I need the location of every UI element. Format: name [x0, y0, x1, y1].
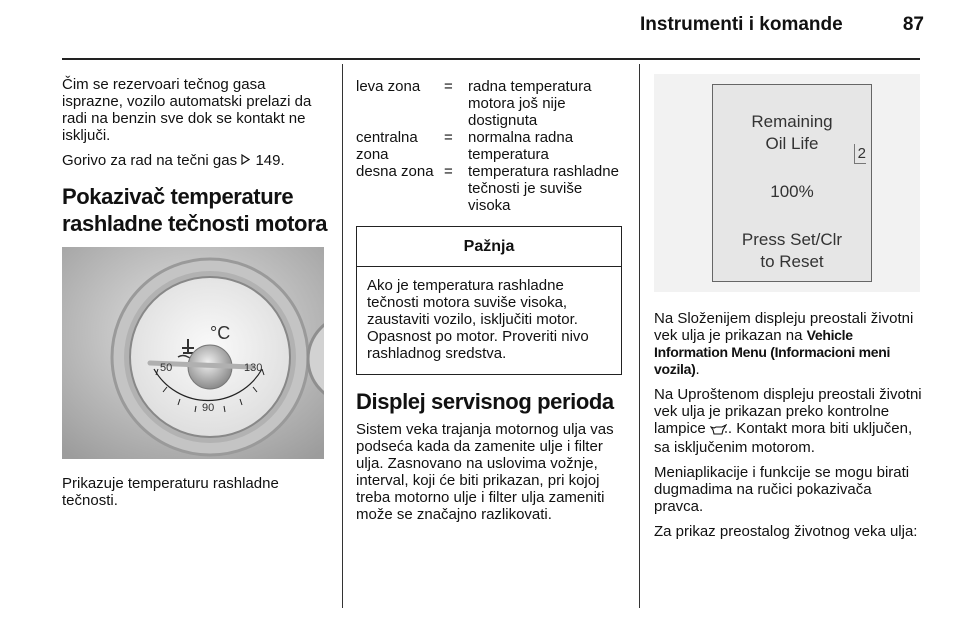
definition-row — [356, 129, 622, 163]
gauge-tick-label: 130 — [244, 362, 263, 374]
lpg-reference-text: Gorivo za rad na tečni gas — [62, 152, 238, 169]
definition-value: radna temperatura motora još nije dostignuta — [468, 78, 592, 129]
oil-life-display-screen — [712, 84, 872, 282]
gauge-unit: °C — [210, 323, 231, 343]
definition-row — [356, 78, 622, 129]
display-line: Press Set/Clr — [741, 230, 843, 249]
display-line: to Reset — [760, 252, 824, 271]
definition-equals: = — [444, 163, 453, 180]
column-right — [654, 310, 922, 548]
column-divider-2 — [639, 64, 640, 608]
warning-box — [356, 226, 622, 375]
definition-equals: = — [444, 78, 453, 95]
lpg-reference-paragraph — [62, 152, 330, 169]
simple-display-text: Na Uproštenom displeju preostali životni vek ulja je prikazan preko kontrolne lampice — [654, 386, 922, 437]
definition-equals: = — [444, 129, 453, 146]
page-number: 87 — [902, 14, 924, 35]
display-line: Remaining — [751, 112, 833, 131]
vehicle-info-menu-label: Vehicle Information Menu (Informacioni meni vozila) — [654, 327, 891, 377]
service-display-paragraph: Sistem veka trajanja motornog ulja vas podseća kada da zamenite ulje i filter ulja. Zasnovano na uslovima vožnje, interval, koji će biti prikazan, pri kojoj treba motorno ulje i filter ulja zameniti može se značajno razlikovati. — [356, 421, 614, 523]
service-display-heading: Displej servisnog perioda — [356, 389, 614, 414]
oil-life-display-illustration — [654, 74, 920, 292]
display-line: 100% — [770, 182, 814, 201]
header-divider — [62, 58, 920, 60]
complex-display-paragraph — [654, 310, 922, 378]
simple-display-text-end: . Kontakt mora biti uključen, sa isključenim motorom. — [654, 420, 913, 456]
lpg-paragraph: Čim se rezervoari tečnog gasa isprazne, vozilo automatski prelazi da radi na benzin sve dok se kontakt ne isključi. — [62, 76, 312, 144]
warning-body: Ako je temperatura rashladne tečnosti motora suviše visoka, zaustaviti vozilo, isključiti motor. Opasnost po motor. Proveriti nivo rashladnog sredstva. — [367, 277, 589, 362]
oil-life-instruction-paragraph: Za prikaz preostalog životnog veka ulja: — [654, 523, 918, 540]
lpg-reference-page: 149. — [255, 152, 285, 169]
gauge-caption: Prikazuje temperaturu rashladne tečnosti. — [62, 475, 279, 509]
definition-key: desna zona — [356, 163, 434, 180]
definition-row — [356, 163, 622, 214]
column-left — [62, 76, 330, 517]
definition-key: centralna zona — [356, 129, 418, 163]
definition-value: normalna radna temperatura — [468, 129, 574, 163]
definition-value: temperatura rashladne tečnosti je suviše visoka — [468, 163, 619, 214]
coolant-gauge-photo — [62, 247, 324, 459]
illustration-ref-number: 2 — [854, 144, 866, 164]
triangle-right-icon — [241, 152, 251, 169]
zone-definitions — [356, 78, 622, 214]
complex-display-text: Na Složenijem displeju preostali životni vek ulja je prikazan na — [654, 310, 914, 344]
definition-key: leva zona — [356, 78, 421, 95]
complex-display-end: . — [695, 361, 700, 378]
menu-apps-paragraph: Meniaplikacije i funkcije se mogu birati dugmadima na ručici pokazivača pravca. — [654, 464, 910, 515]
coolant-heading: Pokazivač temperature rashladne tečnosti motora — [62, 184, 328, 236]
column-middle — [356, 78, 622, 531]
gauge-tick-label: 90 — [202, 402, 215, 414]
simple-display-paragraph — [654, 386, 922, 456]
oil-can-icon — [710, 422, 728, 439]
gauge-tick-label: 50 — [160, 362, 173, 374]
column-divider-1 — [342, 64, 343, 608]
page-header-title: Instrumenti i komande — [640, 14, 843, 35]
warning-title: Pažnja — [357, 227, 621, 267]
display-line: Oil Life — [765, 134, 819, 153]
